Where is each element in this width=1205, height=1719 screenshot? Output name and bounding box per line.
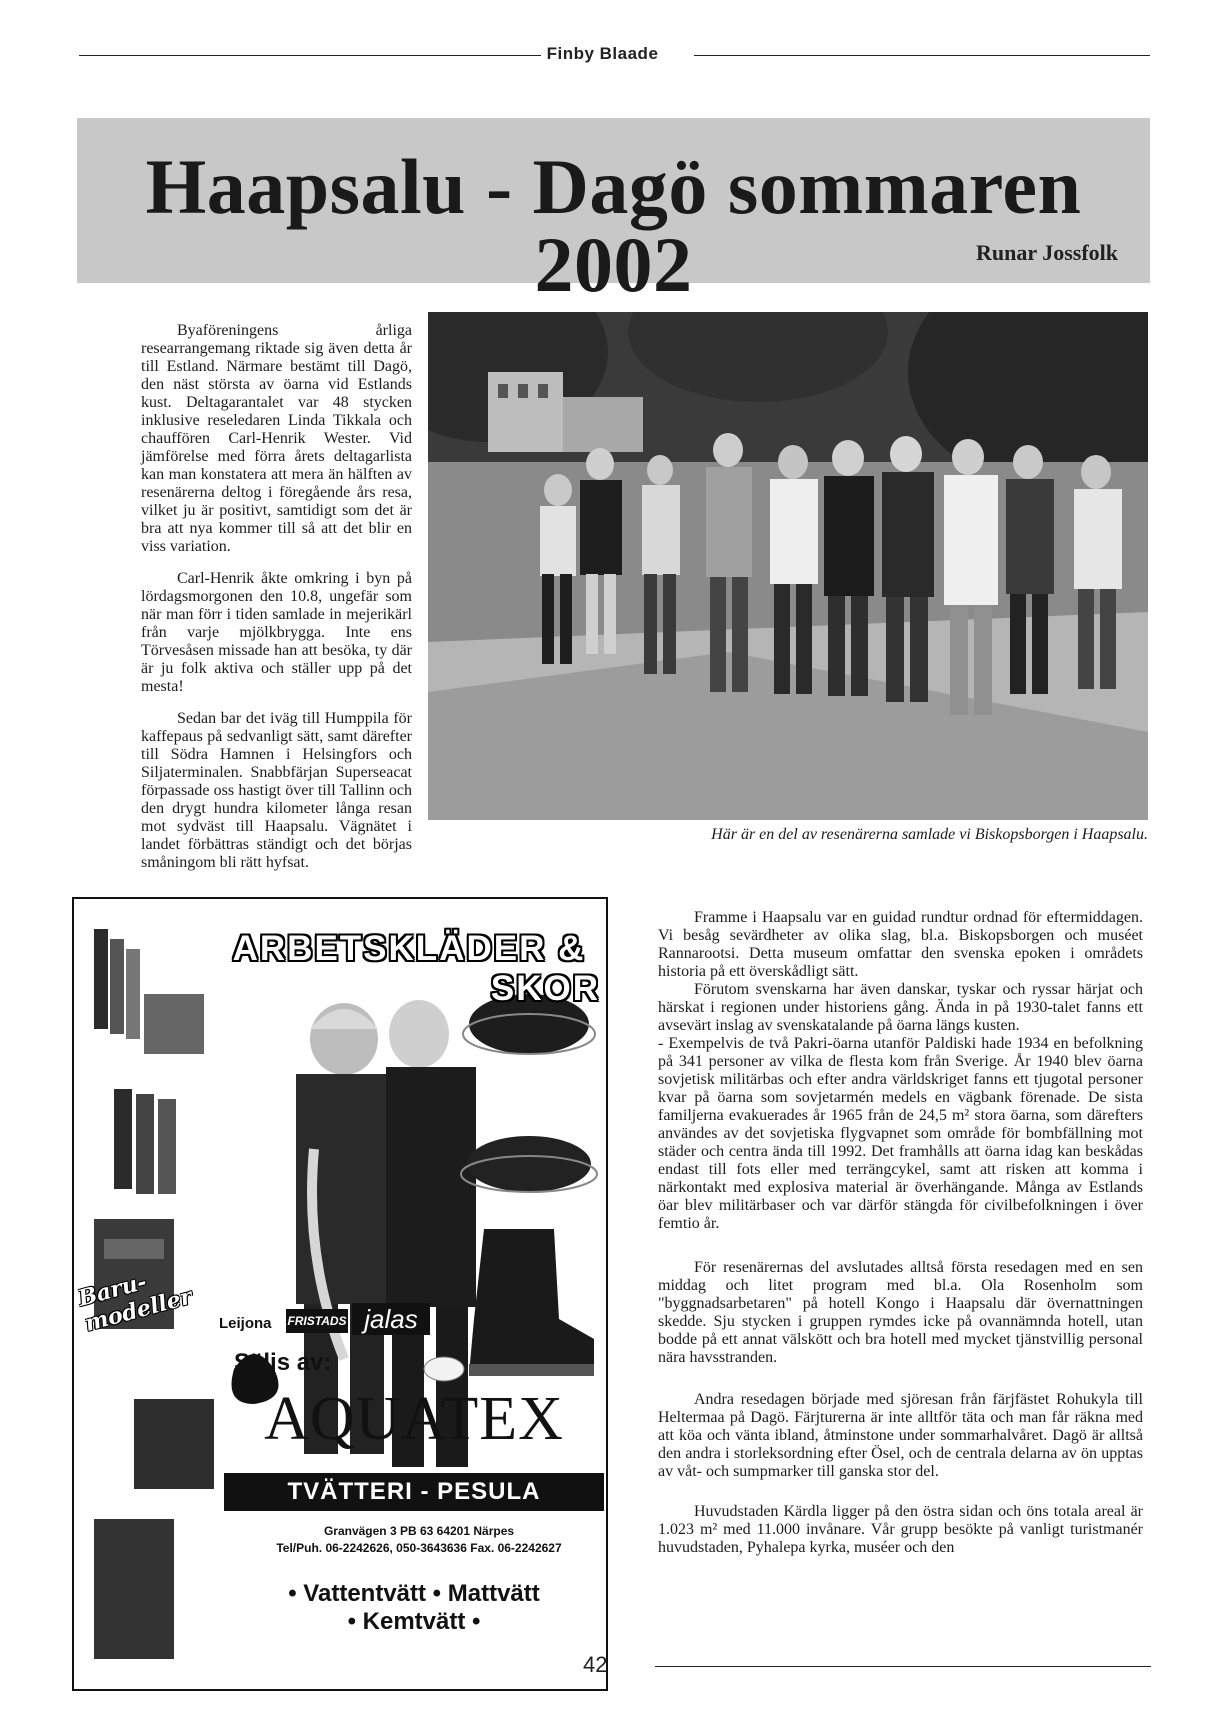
paragraph: Andra resedagen började med sjöresan från färjfästet Rohukyla till Heltermaa på Dagö. Färjturerna är inte alltför täta och man får räkna med att köa och vänta ibland, åtminstone under sommarhalvåret. Dagö är alltså den andra i storleksordning efter Ösel, och de centrala delarna av ön upptas av våt- och sumpmarker till ganska stor del. [658,1391,1143,1480]
paragraph: För resenärernas del avslutades alltså första resedagen med en sen middag och litet program med bl.a. Ola Rosenholm som "byggnadsarbetaren" på hotell Kongo i Haapsalu där övernattningen skedde. Sju stycken i gruppen rymdes icke på ovannämnda hotell, utan bodde på ett annat välskött och bra hotell med mycket tjänstvillig personal nära havsstranden. [658,1259,1143,1366]
footer-rule [655,1666,1151,1667]
paragraph: Byaföreningens årliga researrangemang riktade sig även detta år till Estland. Närmare bestämt till Dagö, den näst största av öarna vid Estlands kust. Deltagarantalet var 48 stycken inklusive reseledaren Linda Tikkala och chauffören Carl-Henrik Wester. Vid jämförelse med förra årets deltagarlista kan man konstatera att mera än hälften av resenärerna deltog i föregående års resa, vilket ju är positivt, samtidigt som det är bra att nya kommer till så att det blir en viss variation. [141,322,412,555]
paragraph: Carl-Henrik åkte omkring i byn på lördagsmorgonen den 10.8, ungefär som när man förr i tiden samlade in mejerikärl från varje mjölkbrygga. Inte ens Törvesåsen missade han att besöka, ty där är ju folk aktiva och ställer upp på det mesta! [141,570,412,695]
ad-contact [234,1523,604,1557]
right-column [658,909,1143,1571]
group-photo [428,312,1148,820]
ad-headline-line1: ARBETSKLÄDER & [232,929,586,968]
aquatex-logo: AQUATEX [264,1385,564,1453]
aquatex-advertisement [72,897,608,1691]
ad-services [224,1580,604,1636]
photo-caption: Här är en del av resenärerna samlade vi Biskopsborgen i Haapsalu. [711,826,1148,843]
fristads-logo: FRISTADS [286,1309,348,1333]
paragraph: - Exempelvis de två Pakri-öarna utanför Paldiski hade 1934 en befolkning på 341 personer av vilka de flesta kom från Sverige. År 1940 blev öarna sovjetisk militärbas och efter andra världskriget fanns ett tjugotal personer kvar på öarna som sovjetarmén medels en vägbank förenade. De sista familjerna evakuerades år 1965 från de 24,5 m² stora öarna, som därefters användes av det sovjetiska flygvapnet som område för bombfällning mot städer och centra ända till 1992. Det framhålls att öarna idag kan beskådas endast till fots eller med terrängcykel, samt att risken att komma i närkontakt med explosiva material är överhängande. Många av Estlands öar blev militärbaser och var därför stängda för civilbefolkningen i över femtio år. [658,1035,1143,1232]
ad-phone-line: Tel/Puh. 06-2242626, 050-3643636 Fax. 06-2242627 [276,1541,562,1555]
article-title: Haapsalu - Dagö sommaren 2002 [145,143,1082,308]
tvatteri-banner: TVÄTTERI - PESULA [224,1473,604,1511]
baru-modeller-label: Baru-modeller [75,1268,195,1337]
masthead: Finby Blaade [546,44,659,63]
paragraph: Förutom svenskarna har även danskar, tyskar och ryssar härjat och härskat i regionen under historiens gång. Ända in på 1930-talet fanns ett avsevärt inslag av svenskatalande på öarna längs kusten. [658,981,1143,1034]
page-number: 42 [583,1652,608,1677]
paragraph: Huvudstaden Kärdla ligger på den östra sidan och öns totala areal är 1.023 m² med 11.000 invånare. Vår grupp besökte på vanligt turistmanér huvudstaden, Pyhalepa kyrka, muséer och den [658,1503,1143,1556]
leijona-logo: Leijona [219,1315,272,1332]
group-photo-image [428,312,1148,820]
ad-services-line2: • Kemtvätt • [347,1608,481,1635]
article-author: Runar Jossfolk [975,240,1118,265]
ad-services-line1: • Vattentvätt • Mattvätt [288,1580,540,1607]
title-band [77,118,1150,308]
ad-address-line: Granvägen 3 PB 63 64201 Närpes [323,1524,515,1538]
left-column [141,322,412,886]
paragraph: Sedan bar det iväg till Humppila för kaffepaus på sedvanligt sätt, samt därefter till Södra Hamnen i Helsingfors och Siljaterminalen. Snabbfärjan Superseacat förpassade oss hastigt över till Tallinn och den drygt hundra kilometer långa resan mot sydväst till Haapsalu. Vägnätet i landet förbättras ständigt och det börjas småningom bli rätt hyfsat. [141,710,412,871]
sold-by-label: Säljs av: [234,1349,332,1376]
ad-headline [214,929,604,1009]
jalas-logo: jalas [352,1303,430,1335]
paragraph: Framme i Haapsalu var en guidad rundtur ordnad för eftermiddagen. Vi besåg sevärdheter av olika slag, bl.a. Biskopsborgen och muséet Rannarootsi. Detta museum omfattar den svenska epoken i områdets historia på ett överskådligt sätt. [658,909,1143,980]
ad-headline-line2: SKOR [490,969,600,1008]
